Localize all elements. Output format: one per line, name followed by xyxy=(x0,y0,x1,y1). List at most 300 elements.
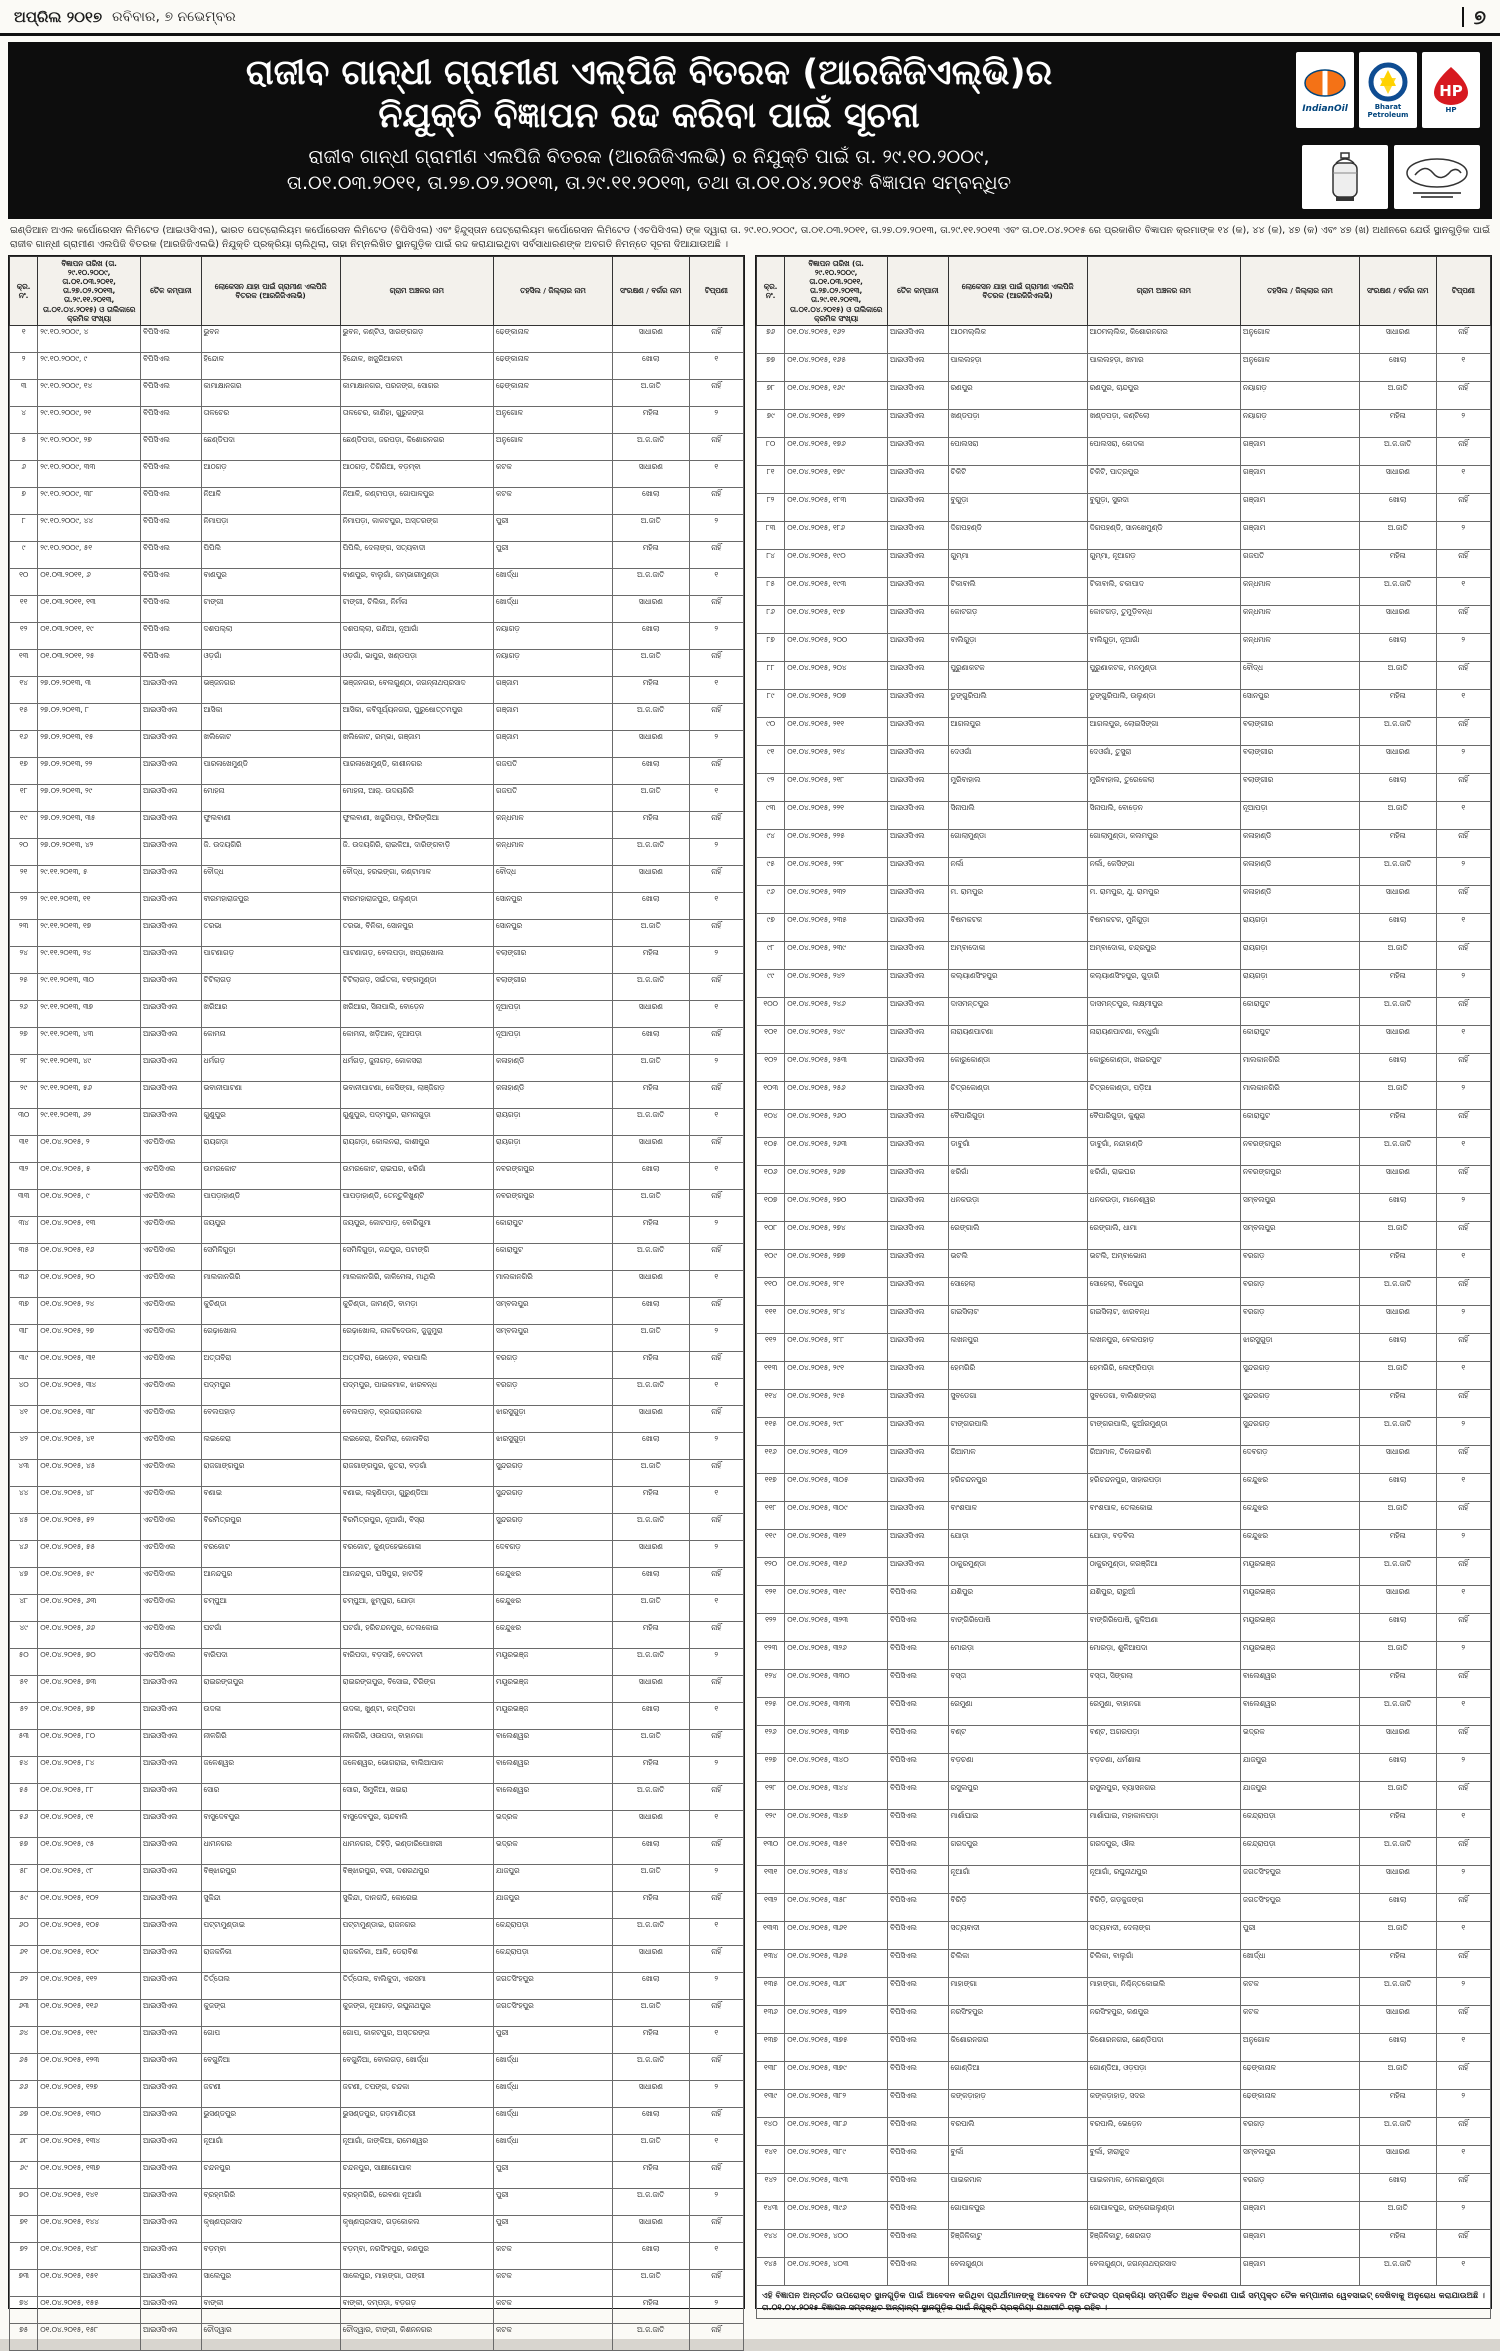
table-cell: ୦୧.୦୪.୨୦୧୫, ୩୧୬ xyxy=(785,1557,888,1585)
table-cell: ଆଠମଲ୍ଲିକ xyxy=(948,325,1087,353)
table-cell: ଆଇଓସିଏଲ xyxy=(888,1557,948,1585)
table-cell: ନାହିଁ xyxy=(1436,605,1491,633)
table-cell: ଉମରକୋଟ xyxy=(201,1162,340,1189)
table-cell: ଖୋଲା xyxy=(1359,1053,1436,1081)
table-row xyxy=(757,2145,1491,2173)
table-cell: ଅ.ଜ.ଜାତି xyxy=(1359,1697,1436,1725)
table-cell: ମହିଳା xyxy=(1359,1249,1436,1277)
table-cell: ଅ.ଜାତି xyxy=(612,1594,689,1621)
table-cell: ସାଧାରଣ xyxy=(612,2080,689,2107)
table-cell: ଗଜପତି xyxy=(493,757,612,784)
table-cell: ଏଚପିସିଏଲ xyxy=(141,1324,201,1351)
table-cell: ଅ.ଜାତି xyxy=(612,649,689,676)
table-cell: ୧ xyxy=(1436,1025,1491,1053)
cancellation-tables xyxy=(8,255,1492,2334)
table-cell: ୨ xyxy=(1436,521,1491,549)
table-row xyxy=(10,1162,744,1189)
table-cell: ୦୧.୦୪.୨୦୧୫, ୧୪୧ xyxy=(38,2188,141,2215)
table-row xyxy=(757,2201,1491,2229)
table-cell: ଆଇଓସିଏଲ xyxy=(888,1417,948,1445)
table-cell: ୯୦ xyxy=(757,717,785,745)
table-row xyxy=(757,1641,1491,1669)
table-row xyxy=(757,1417,1491,1445)
table-cell: ୦୧.୦୪.୨୦୧୫, ୨୦୪ xyxy=(785,661,888,689)
table-cell: ୪୯ xyxy=(10,1621,38,1648)
table-row xyxy=(757,857,1491,885)
table-cell: ଆଇଓସିଏଲ xyxy=(141,2242,201,2269)
table-cell: ଏଚପିସିଏଲ xyxy=(141,1459,201,1486)
table-cell: କିଶୋରନଗର, ଛେଣ୍ଡିପଦା xyxy=(1087,2033,1240,2061)
table-cell: ୨୯.୧୧.୨୦୧୩, ୫୬ xyxy=(38,1081,141,1108)
table-cell: ୦୧.୦୪.୨୦୧୫, ୩୬୫ xyxy=(785,1949,888,1977)
table-cell: ୦୧.୦୪.୨୦୧୫, ୩୩୭ xyxy=(785,1725,888,1753)
table-row xyxy=(10,1027,744,1054)
table-cell: ୨୭.୦୨.୨୦୧୩, ୪୨ xyxy=(38,838,141,865)
table-cell: ୧ xyxy=(689,2026,744,2053)
table-cell: ଅ.ଜ.ଜାତି xyxy=(1359,997,1436,1025)
table-cell: ମହିଳା xyxy=(1359,409,1436,437)
table-cell: ୨୯.୧୦.୨୦୦୯, ୩୮ xyxy=(38,487,141,514)
table-cell: ମହିଳା xyxy=(1359,1809,1436,1837)
table-cell: ଆଇଓସିଏଲ xyxy=(888,633,948,661)
table-cell: ବେଗୁନିଆ, ବୋଲଗଡ଼, ଖୋର୍ଦ୍ଧା xyxy=(340,2053,493,2080)
table-cell: ବୈପାରିଗୁଡ଼ା, କୁଣ୍ଡ୍ରା xyxy=(1087,1109,1240,1137)
table-row xyxy=(10,1540,744,1567)
table-cell: ୦୧.୦୪.୨୦୧୫, ୨୦୦ xyxy=(785,633,888,661)
table-cell: ବିପିସିଏଲ xyxy=(141,541,201,568)
banner-secondary-graphics xyxy=(1284,145,1480,209)
table-cell: ୪୧ xyxy=(10,1405,38,1432)
right-table-header xyxy=(757,256,1491,325)
table-cell: ଆଇଓସିଏଲ xyxy=(888,941,948,969)
table-cell: ୦୧.୦୪.୨୦୧୫, ୧୫୮ xyxy=(38,2323,141,2350)
table-cell: ନାହିଁ xyxy=(689,1189,744,1216)
table-cell: ବିପିସିଏଲ xyxy=(888,2229,948,2257)
lpg-cylinder-icon xyxy=(1302,145,1388,209)
table-cell: ଆଇଓସିଏଲ xyxy=(888,465,948,493)
table-cell: ୧ xyxy=(689,1270,744,1297)
table-cell: ନାହିଁ xyxy=(689,1081,744,1108)
table-cell: ନାହିଁ xyxy=(1436,1389,1491,1417)
table-cell: ନାହିଁ xyxy=(689,2323,744,2350)
table-row xyxy=(757,1725,1491,1753)
brand-oval-graphic xyxy=(1401,153,1473,201)
table-cell: ବାଣପୁର, ବାଲୁଗାଁ, ଗମ୍ଭାରୀମୁଣ୍ଡା xyxy=(340,568,493,595)
table-cell: ୫୮ xyxy=(10,1864,38,1891)
table-cell: ଆଇଓସିଏଲ xyxy=(888,1333,948,1361)
table-cell: ୦୧.୦୪.୨୦୧୫, ୨୨୧ xyxy=(785,801,888,829)
column-header: ସଂରକ୍ଷଣ / ବର୍ଗର ନାମ xyxy=(612,256,689,325)
table-cell: ୭୯ xyxy=(757,409,785,437)
table-cell: ୨ xyxy=(689,1054,744,1081)
table-cell: ୧୬ xyxy=(10,730,38,757)
table-cell: ଆଇଓସିଏଲ xyxy=(888,1305,948,1333)
table-cell: ଆଇଓସିଏଲ xyxy=(888,1389,948,1417)
table-cell: ଚିଲିକା, ବାଲୁଗାଁ xyxy=(1087,1949,1240,1977)
table-cell: ରାୟଗଡ଼ା xyxy=(1240,913,1359,941)
table-cell: ୦୧.୦୪.୨୦୧୫, ୨୪୨ xyxy=(785,969,888,997)
table-cell: ଗଞ୍ଜାମ xyxy=(1240,437,1359,465)
table-cell: ଏଚପିସିଏଲ xyxy=(141,1648,201,1675)
table-cell: ବରକୋଟ, କୁଣ୍ଡହେଇଗୋଳା xyxy=(340,1540,493,1567)
table-cell: ୦୧.୦୪.୨୦୧୫, ୨୫୩ xyxy=(785,1053,888,1081)
table-cell: ୦୧.୦୪.୨୦୧୫, ୧୨୭ xyxy=(38,2080,141,2107)
column-header: ଗ୍ରାମ ଅଞ୍ଚଳର ନାମ xyxy=(1087,256,1240,325)
table-cell: ୧ xyxy=(689,892,744,919)
table-cell: ନାହିଁ xyxy=(1436,773,1491,801)
table-row xyxy=(757,2089,1491,2117)
table-cell: ସୋନପୁର xyxy=(493,892,612,919)
table-cell: ୧୧୫ xyxy=(757,1417,785,1445)
table-cell: ଜଳେଶ୍ୱର xyxy=(201,1756,340,1783)
table-cell: ୬୬ xyxy=(10,2080,38,2107)
table-cell: କୋରାପୁଟ xyxy=(493,1243,612,1270)
table-cell: ୧୦୨ xyxy=(757,1053,785,1081)
table-cell: ୫୩ xyxy=(10,1729,38,1756)
table-cell: ବଲାଙ୍ଗୀର xyxy=(1240,717,1359,745)
table-cell: ଫୁଲବାଣୀ, ଖଜୁରିପଡ଼ା, ଫିରିଙ୍ଗିଆ xyxy=(340,811,493,838)
table-cell: ମାଲକାନଗିରି xyxy=(1240,1081,1359,1109)
table-cell: ଏଚପିସିଏଲ xyxy=(141,1621,201,1648)
table-cell: ମହିଳା xyxy=(1359,1109,1436,1137)
table-cell: ମହିଳା xyxy=(612,676,689,703)
table-cell: ବାଣପୁର xyxy=(201,568,340,595)
table-cell: କାମାକ୍ଷାନଗର, ପରଜଙ୍ଗ, ସୋଗର xyxy=(340,379,493,406)
table-cell: ଆଇଓସିଏଲ xyxy=(141,811,201,838)
table-cell: ପାଟଣାଗଡ଼ xyxy=(201,946,340,973)
table-cell: ସୁବଡେଗା xyxy=(948,1389,1087,1417)
table-cell: ୧ xyxy=(689,2134,744,2161)
table-cell: ୩୭ xyxy=(10,1297,38,1324)
table-cell: କଟକ xyxy=(493,2296,612,2323)
table-cell: ନାହିଁ xyxy=(689,1729,744,1756)
table-cell: ଆଇଓସିଏଲ xyxy=(888,1445,948,1473)
table-cell: ୮୧ xyxy=(757,465,785,493)
table-cell: ନୂଆଗାଁ, ଜାଙ୍କିଆ, ରାମେଶ୍ୱର xyxy=(340,2134,493,2161)
table-cell: ମାହାଙ୍ଗା xyxy=(948,1977,1087,2005)
table-cell: ୨ xyxy=(689,1216,744,1243)
table-cell: ୦୧.୦୪.୨୦୧୫, ୧୩୭ xyxy=(38,2161,141,2188)
table-cell: ଖୋଲା xyxy=(1359,773,1436,801)
table-cell: ୮୮ xyxy=(757,661,785,689)
table-cell: ୦୧.୦୩.୨୦୧୧, ୧୩ xyxy=(38,595,141,622)
indianoil-logo xyxy=(1296,52,1354,128)
table-cell: ଅନୁଗୋଳ xyxy=(493,433,612,460)
table-row xyxy=(757,1193,1491,1221)
table-cell: ଓଡ଼ଗାଁ, ଭାପୁର, ଖଣ୍ଡପଡ଼ା xyxy=(340,649,493,676)
table-cell: ଗୁମ୍ମା, ନୂଆଗଡ଼ xyxy=(1087,549,1240,577)
table-cell: ୦୧.୦୪.୨୦୧୫, ୯୫ xyxy=(38,1837,141,1864)
table-row xyxy=(757,885,1491,913)
table-row xyxy=(757,1809,1491,1837)
table-row xyxy=(10,433,744,460)
table-cell: ଆଇଓସିଏଲ xyxy=(141,2215,201,2242)
table-cell: ନାହିଁ xyxy=(1436,717,1491,745)
table-cell: ଅ.ଜ.ଜାତି xyxy=(612,1918,689,1945)
bharat-petroleum-logo-label: Bharat Petroleum xyxy=(1367,103,1409,119)
table-row xyxy=(10,1810,744,1837)
table-cell: ମାଲକାନଗିରି xyxy=(201,1270,340,1297)
table-cell: ସାଧାରଣ xyxy=(1359,325,1436,353)
table-cell: ୧ xyxy=(689,784,744,811)
table-cell: ଜଟଣୀ xyxy=(201,2080,340,2107)
table-cell: ୯୪ xyxy=(757,829,785,857)
table-cell: ବିପିସିଏଲ xyxy=(888,1809,948,1837)
table-cell: ଦଶପଲ୍ଲା xyxy=(201,622,340,649)
table-cell: ରେମୁଣା xyxy=(948,1697,1087,1725)
table-cell: ବିପିସିଏଲ xyxy=(141,325,201,352)
table-cell: ୪ xyxy=(10,406,38,433)
table-row xyxy=(757,661,1491,689)
table-cell: ଯୋଡ଼ା xyxy=(948,1529,1087,1557)
table-cell: ଅ.ଜାତି xyxy=(1359,2201,1436,2229)
table-cell: ବରକୋଟ xyxy=(201,1540,340,1567)
table-cell: ଖୋଲା xyxy=(1359,1333,1436,1361)
table-cell: ପଟ୍ଟାମୁଣ୍ଡାଇ xyxy=(201,1918,340,1945)
table-cell: ଢେଙ୍କାନାଳ xyxy=(493,352,612,379)
table-row xyxy=(10,1675,744,1702)
table-cell: ଭୁବନ xyxy=(201,325,340,352)
table-row xyxy=(10,838,744,865)
table-cell: ୫୫ xyxy=(10,1783,38,1810)
table-cell: ଆସିକା xyxy=(201,703,340,730)
table-cell: ୨୯.୧୧.୨୦୧୩, ୪୯ xyxy=(38,1054,141,1081)
table-cell: କଟକ xyxy=(1240,1977,1359,2005)
table-row xyxy=(10,541,744,568)
table-cell: ଏଚପିସିଏଲ xyxy=(141,1351,201,1378)
table-cell: ନାହିଁ xyxy=(689,541,744,568)
table-cell: ବୈପାରିଗୁଡ଼ା xyxy=(948,1109,1087,1137)
table-row xyxy=(10,622,744,649)
table-row xyxy=(757,1053,1491,1081)
table-cell: ନାହିଁ xyxy=(1436,1613,1491,1641)
table-cell: ବିପିସିଏଲ xyxy=(888,1949,948,1977)
table-cell: ପୁରୀ xyxy=(493,541,612,568)
table-cell: ୧ xyxy=(1436,2145,1491,2173)
table-cell: ବେଗୁନିଆ xyxy=(201,2053,340,2080)
table-cell: ମହିଳା xyxy=(1359,1389,1436,1417)
table-row xyxy=(757,1697,1491,1725)
table-cell: ବାଲେଶ୍ୱର xyxy=(1240,1697,1359,1725)
table-cell: କନ୍ଧମାଳ xyxy=(1240,605,1359,633)
table-cell: ଆଇଓସିଏଲ xyxy=(141,919,201,946)
table-cell: ନାହିଁ xyxy=(1436,2173,1491,2201)
table-cell: ଅ.ଜ.ଜାତି xyxy=(612,973,689,1000)
table-cell: ଆଇଓସିଏଲ xyxy=(888,857,948,885)
masthead xyxy=(0,0,1500,36)
table-cell: ଗରଦପୁର, ଔଲ xyxy=(1087,1837,1240,1865)
table-cell: ୦୧.୦୪.୨୦୧୫, ୯୮ xyxy=(38,1864,141,1891)
table-cell: ଗୋଲାମୁଣ୍ଡା xyxy=(948,829,1087,857)
table-cell: ୦୧.୦୪.୨୦୧୫, ୩୩୦ xyxy=(785,1669,888,1697)
table-cell: ଯଶିପୁର xyxy=(948,1585,1087,1613)
table-cell: ୨୨ xyxy=(10,892,38,919)
table-cell: ଆଇଓସିଏଲ xyxy=(888,353,948,381)
table-cell: କେନ୍ଦୁଝର xyxy=(493,1567,612,1594)
table-cell: ବେଲପହାଡ଼ xyxy=(201,1405,340,1432)
table-cell: ୦୧.୦୪.୨୦୧୫, ୧୬ xyxy=(38,1243,141,1270)
table-cell: ୧ xyxy=(1436,2033,1491,2061)
table-cell: ରାଇରଙ୍ଗପୁର xyxy=(201,1675,340,1702)
table-cell: ୦୧.୦୪.୨୦୧୫, ୧୩୪ xyxy=(38,2134,141,2161)
table-cell: ୭୩ xyxy=(10,2269,38,2296)
table-row xyxy=(10,1243,744,1270)
table-cell: ଏଚପିସିଏଲ xyxy=(141,1216,201,1243)
table-cell: ଝରିଗାଁ xyxy=(948,1165,1087,1193)
table-cell: ବୌଦ୍ଧ xyxy=(1240,661,1359,689)
table-row xyxy=(10,865,744,892)
table-cell: ୧ xyxy=(689,1810,744,1837)
table-cell: ଅ.ଜ.ଜାତି xyxy=(1359,2257,1436,2285)
table-cell: ଖୋଲା xyxy=(1359,2173,1436,2201)
table-row xyxy=(757,913,1491,941)
table-cell: ଖୋର୍ଦ୍ଧା xyxy=(493,2053,612,2080)
table-cell: ଖୋଲା xyxy=(1359,1893,1436,1921)
table-cell: ୨ xyxy=(689,1324,744,1351)
table-cell: ସାଧାରଣ xyxy=(612,730,689,757)
table-cell: କୋମନା xyxy=(201,1027,340,1054)
table-cell: ଅ.ଜ.ଜାତି xyxy=(612,1513,689,1540)
table-cell: ଆଇଓସିଏଲ xyxy=(888,325,948,353)
table-cell: ବିପିସିଏଲ xyxy=(888,1893,948,1921)
table-cell: ୧ xyxy=(1436,465,1491,493)
table-row xyxy=(10,1270,744,1297)
table-cell: ଅମ୍ବାଦୋଳା xyxy=(948,941,1087,969)
table-cell: ସୋନପୁର xyxy=(493,919,612,946)
table-row xyxy=(757,633,1491,661)
table-cell: ଘଟଗାଁ, ହରିଚନ୍ଦନପୁର, ତେଲକୋଇ xyxy=(340,1621,493,1648)
table-cell: ବୌଦ୍ଧ, ହରଭଙ୍ଗା, କଣ୍ଟାମାଳ xyxy=(340,865,493,892)
table-row xyxy=(757,577,1491,605)
table-cell: ୧ xyxy=(689,1108,744,1135)
table-cell: ନାହିଁ xyxy=(1436,1949,1491,1977)
table-cell: ଏଚପିସିଏଲ xyxy=(141,1297,201,1324)
table-row xyxy=(10,1999,744,2026)
table-cell: ଆଇଓସିଏଲ xyxy=(141,1054,201,1081)
table-cell: କଙ୍କଡ଼ାହାଡ଼ xyxy=(948,2089,1087,2117)
table-cell: ବିପିସିଏଲ xyxy=(888,1585,948,1613)
table-cell: ୧୧୭ xyxy=(757,1473,785,1501)
table-cell: ଆଇଓସିଏଲ xyxy=(888,381,948,409)
table-cell: ବଣାଇ xyxy=(201,1486,340,1513)
table-cell: ୧୨୧ xyxy=(757,1585,785,1613)
table-cell: ୨ xyxy=(1436,1865,1491,1893)
table-cell: ଜୟପୁର, କୋଟପାଡ଼, ବୋରିଗୁମା xyxy=(340,1216,493,1243)
table-cell: ୧୩୫ xyxy=(757,1977,785,2005)
table-cell: କୋଟଗଡ଼, ତୁମୁଡ଼ିବନ୍ଧ xyxy=(1087,605,1240,633)
table-cell: ଦଶପଲ୍ଲା, ଗଣିଆ, ନୂଆଗାଁ xyxy=(340,622,493,649)
table-cell: ଆଇଓସିଏଲ xyxy=(141,2323,201,2350)
table-cell: ରାୟଗଡ଼ା xyxy=(1240,969,1359,997)
table-cell: ୧୨୦ xyxy=(757,1557,785,1585)
table-cell: ବାଲେଶ୍ୱର xyxy=(493,1729,612,1756)
table-cell: ୨୯.୧୦.୨୦୦୯, ୪ xyxy=(38,325,141,352)
table-cell: ୦୧.୦୪.୨୦୧୫, ୩୪ xyxy=(38,1378,141,1405)
table-cell: ବାଙ୍ଗିରିପୋଷି, କୁଳିଅଣା xyxy=(1087,1613,1240,1641)
table-cell: ଦିଗପହଣ୍ଡି, ସାନଖେମୁଣ୍ଡି xyxy=(1087,521,1240,549)
table-cell: ୪୭ xyxy=(10,1567,38,1594)
table-cell: ୦୧.୦୪.୨୦୧୫, ୩୯୩ xyxy=(785,2173,888,2201)
table-cell: ବିରମିତ୍ରପୁର, ନୂଆଗାଁ, ବିସ୍ରା xyxy=(340,1513,493,1540)
table-cell: ଜଗତସିଂହପୁର xyxy=(493,1972,612,1999)
table-cell: ଆନନ୍ଦପୁର, ଘସିପୁରା, ହାଟଡିହି xyxy=(340,1567,493,1594)
table-cell: ୯୩ xyxy=(757,801,785,829)
table-cell: ଅ.ଜ.ଜାତି xyxy=(1359,857,1436,885)
table-cell: ୧୦୭ xyxy=(757,1193,785,1221)
table-cell: ଗଜପତି xyxy=(1240,549,1359,577)
table-cell: ଟିଟିଲାଗଡ଼ xyxy=(201,973,340,1000)
table-cell: ବିପିସିଏଲ xyxy=(888,2005,948,2033)
table-cell: ୧ xyxy=(689,568,744,595)
table-cell: ବିପିସିଏଲ xyxy=(888,2145,948,2173)
table-cell: ୧ xyxy=(1436,689,1491,717)
table-cell: କୁଜଙ୍ଗ xyxy=(201,1999,340,2026)
table-cell: ଖୋଲା xyxy=(612,892,689,919)
table-cell: ବିପିସିଏଲ xyxy=(141,514,201,541)
table-row xyxy=(10,2080,744,2107)
table-cell: ଅ.ଜ.ଜାତି xyxy=(612,2053,689,2080)
table-cell: ଖରିଆର xyxy=(201,1000,340,1027)
table-cell: ନିଆଳି, କଣ୍ଟାପଡ଼ା, ଗୋପାଳପୁର xyxy=(340,487,493,514)
table-cell: ୦୧.୦୪.୨୦୧୫, ୩୫୮ xyxy=(785,1893,888,1921)
table-cell: ବିରିଡ଼ି, ଗଡ଼କୁଜଙ୍ଗ xyxy=(1087,1893,1240,1921)
table-cell: ଆଇଓସିଏଲ xyxy=(141,1810,201,1837)
right-table-body xyxy=(757,325,1491,2285)
table-cell: ୧ xyxy=(1436,577,1491,605)
table-cell: ଲଖନପୁର, ବେଲପହାଡ଼ xyxy=(1087,1333,1240,1361)
table-cell: ଚିତ୍ରକୋଣ୍ଡା, ପଡ଼ିଆ xyxy=(1087,1081,1240,1109)
table-cell: ଆଇଓସିଏଲ xyxy=(141,1756,201,1783)
table-row xyxy=(757,941,1491,969)
table-cell: ବିପିସିଏଲ xyxy=(141,352,201,379)
table-cell: ଆଇଓସିଏଲ xyxy=(888,1501,948,1529)
table-cell: ପୁରୁଣାକଟକ, ମନମୁଣ୍ଡା xyxy=(1087,661,1240,689)
table-cell: ଆଇଓସିଏଲ xyxy=(141,1864,201,1891)
table-cell: ନୂଆପଡ଼ା xyxy=(1240,801,1359,829)
table-cell: କେନ୍ଦ୍ରାପଡ଼ା xyxy=(1240,1837,1359,1865)
table-cell: କନ୍ଧମାଳ xyxy=(1240,633,1359,661)
table-cell: ୫୪ xyxy=(10,1756,38,1783)
table-cell: ଅ.ଜାତି xyxy=(1359,521,1436,549)
table-cell: କୃଷ୍ଣପ୍ରସାଦ xyxy=(201,2215,340,2242)
table-cell: ପାରଳାଖେମୁଣ୍ଡି xyxy=(201,757,340,784)
table-cell: ୦୧.୦୪.୨୦୧୫, ୧୮୩ xyxy=(785,493,888,521)
table-cell: ଜଗତସିଂହପୁର xyxy=(1240,1865,1359,1893)
table-cell: ୦୧.୦୪.୨୦୧୫, ୧୫୧ xyxy=(38,2269,141,2296)
table-cell: ୦୧.୦୪.୨୦୧୫, ୪୧ xyxy=(38,1432,141,1459)
table-cell: ୦୧.୦୪.୨୦୧୫, ୩୩୩ xyxy=(785,1697,888,1725)
table-cell: ୧୧୮ xyxy=(757,1501,785,1529)
table-cell: ୯୬ xyxy=(757,885,785,913)
table-row xyxy=(10,595,744,622)
table-cell: ବୌଦ୍ଧ xyxy=(201,865,340,892)
table-cell: ଗୋଣ୍ଡିଆ, ଓଡ଼ପଡ଼ା xyxy=(1087,2061,1240,2089)
table-cell: ୦୧.୦୪.୨୦୧୫, ୨୫୬ xyxy=(785,1081,888,1109)
table-cell: ୨ xyxy=(689,730,744,757)
table-cell: ଖୋଲା xyxy=(1359,2033,1436,2061)
table-cell: କଟକ xyxy=(493,2242,612,2269)
table-cell: ଆଗଲପୁର xyxy=(948,717,1087,745)
table-cell: ୧୪୨ xyxy=(757,2173,785,2201)
table-cell: ବରପାଲି xyxy=(948,2117,1087,2145)
table-cell: ୫୧ xyxy=(10,1675,38,1702)
table-cell: ନାହିଁ xyxy=(689,1891,744,1918)
table-cell: ବେଲପହାଡ଼, ବ୍ରଜରାଜନଗର xyxy=(340,1405,493,1432)
table-row xyxy=(10,1567,744,1594)
table-cell: ଆଇଓସିଏଲ xyxy=(888,1025,948,1053)
table-cell: ଢେଙ୍କାନାଳ xyxy=(1240,2061,1359,2089)
table-cell: ଖୋଲା xyxy=(612,1027,689,1054)
